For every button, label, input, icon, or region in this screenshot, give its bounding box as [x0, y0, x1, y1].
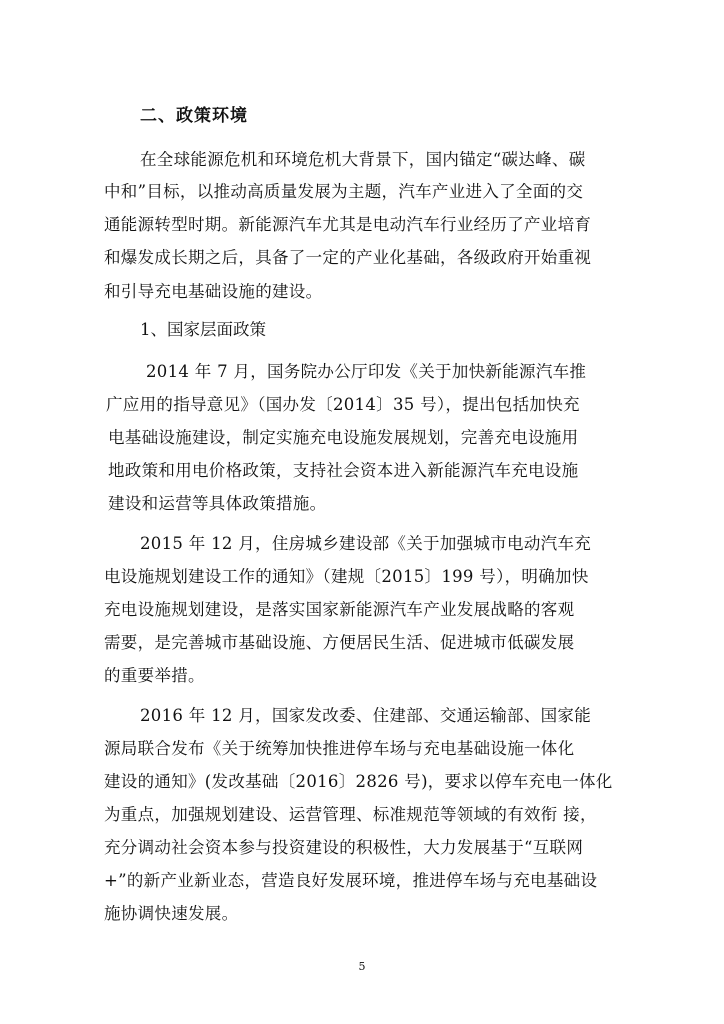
paragraph-1-line-3: 电基础设施建设，制定实施充电设施发展规划，完善充电设施用 — [108, 428, 579, 447]
paragraph-2-line-5: 的重要举措。 — [104, 666, 205, 685]
paragraph-3-line-4: 为重点，加强规划建设、运营管理、标准规范等领域的有效衔 接， — [104, 805, 597, 824]
paragraph-1-line-2: 广应用的指导意见》（国办发〔2014〕35 号），提出包括加快充 — [106, 395, 580, 414]
paragraph-1-line-1: 2014 年 7 月，国务院办公厅印发《关于加快新能源汽车推 — [146, 362, 587, 381]
paragraph-2-line-4: 需要，是完善城市基础设施、方便居民生活、促进城市低碳发展 — [104, 633, 575, 652]
intro-line-3: 通能源转型时期。新能源汽车尤其是电动汽车行业经历了产业培育 — [104, 215, 592, 234]
intro-line-2: 中和”目标，以推动高质量发展为主题，汽车产业进入了全面的交 — [104, 182, 584, 201]
intro-line-4: 和爆发成长期之后，具备了一定的产业化基础，各级政府开始重视 — [104, 248, 592, 267]
paragraph-1-line-4: 地政策和用电价格政策，支持社会资本进入新能源汽车充电设施 — [108, 461, 579, 480]
paragraph-3-line-2: 源局联合发布《关于统筹加快推进停车场与充电基础设施一体化 — [104, 739, 575, 758]
intro-line-5: 和引导充电基础设施的建设。 — [104, 282, 323, 301]
paragraph-3-line-7: 施协调快速发展。 — [104, 904, 239, 923]
intro-line-1: 在全球能源危机和环境危机大背景下，国内锚定“碳达峰、碳 — [140, 150, 586, 169]
paragraph-3-line-5: 充分调动社会资本参与投资建设的积极性，大力发展基于“互联网 — [104, 838, 584, 857]
subsection-heading: 1、国家层面政策 — [140, 320, 266, 339]
paragraph-3-line-1: 2016 年 12 月，国家发改委、住建部、交通运输部、国家能 — [140, 706, 592, 725]
paragraph-1-line-5: 建设和运营等具体政策措施。 — [108, 494, 327, 513]
paragraph-2-line-2: 电设施规划建设工作的通知》（建规〔2015〕199 号），明确加快 — [104, 567, 589, 586]
section-heading: 二、政策环境 — [140, 106, 248, 126]
paragraph-3-line-3: 建设的通知》(发改基础〔2016〕2826 号)，要求以停车充电一体化 — [104, 772, 613, 791]
paragraph-2-line-1: 2015 年 12 月，住房城乡建设部《关于加强城市电动汽车充 — [140, 534, 592, 553]
paragraph-2-line-3: 充电设施规划建设，是落实国家新能源汽车产业发展战略的客观 — [104, 600, 575, 619]
paragraph-3-line-6: +”的新产业新业态，营造良好发展环境，推进停车场与充电基础设 — [104, 871, 598, 890]
page-number: 5 — [358, 960, 366, 973]
